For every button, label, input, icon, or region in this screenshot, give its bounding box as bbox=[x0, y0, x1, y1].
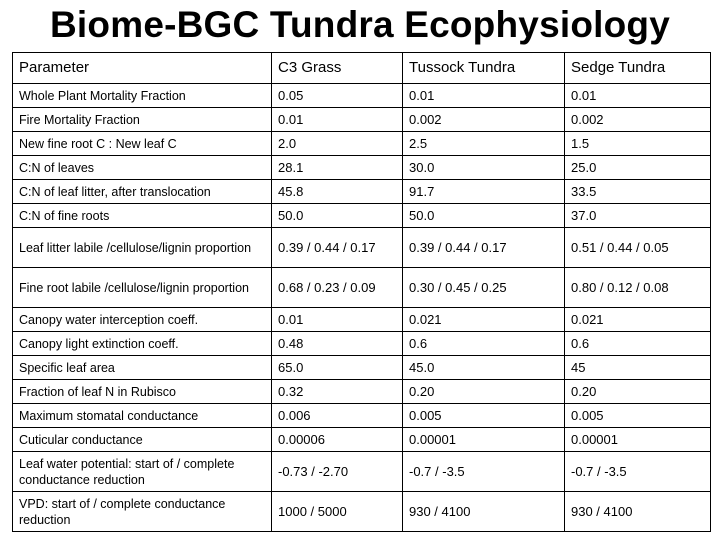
c3-grass-cell: 28.1 bbox=[272, 156, 403, 180]
sedge-tundra-cell: 0.80 / 0.12 / 0.08 bbox=[565, 268, 711, 308]
sedge-tundra-cell: 0.002 bbox=[565, 108, 711, 132]
header-sedge-tundra: Sedge Tundra bbox=[565, 53, 711, 84]
parameter-cell: Canopy water interception coeff. bbox=[13, 308, 272, 332]
parameter-cell: C:N of leaf litter, after translocation bbox=[13, 180, 272, 204]
table-row bbox=[13, 356, 711, 380]
table-row bbox=[13, 204, 711, 228]
tussock-tundra-cell: -0.7 / -3.5 bbox=[403, 452, 565, 492]
tussock-tundra-cell: 0.30 / 0.45 / 0.25 bbox=[403, 268, 565, 308]
tussock-tundra-cell: 0.002 bbox=[403, 108, 565, 132]
parameter-cell: C:N of fine roots bbox=[13, 204, 272, 228]
table-row bbox=[13, 428, 711, 452]
parameter-cell: C:N of leaves bbox=[13, 156, 272, 180]
parameter-cell: Fine root labile /cellulose/lignin proportion bbox=[13, 268, 272, 308]
parameter-cell: Fraction of leaf N in Rubisco bbox=[13, 380, 272, 404]
c3-grass-cell: 0.01 bbox=[272, 308, 403, 332]
ecophysiology-table bbox=[12, 52, 711, 532]
sedge-tundra-cell: 37.0 bbox=[565, 204, 711, 228]
table-header-row bbox=[13, 53, 711, 84]
c3-grass-cell: 0.68 / 0.23 / 0.09 bbox=[272, 268, 403, 308]
sedge-tundra-cell: 25.0 bbox=[565, 156, 711, 180]
sedge-tundra-cell: 0.51 / 0.44 / 0.05 bbox=[565, 228, 711, 268]
table-row bbox=[13, 404, 711, 428]
tussock-tundra-cell: 0.021 bbox=[403, 308, 565, 332]
sedge-tundra-cell: 0.6 bbox=[565, 332, 711, 356]
parameter-cell: Fire Mortality Fraction bbox=[13, 108, 272, 132]
parameter-cell: Cuticular conductance bbox=[13, 428, 272, 452]
parameter-cell: New fine root C : New leaf C bbox=[13, 132, 272, 156]
c3-grass-cell: 65.0 bbox=[272, 356, 403, 380]
c3-grass-cell: 0.32 bbox=[272, 380, 403, 404]
table-row bbox=[13, 228, 711, 268]
tussock-tundra-cell: 0.39 / 0.44 / 0.17 bbox=[403, 228, 565, 268]
tussock-tundra-cell: 50.0 bbox=[403, 204, 565, 228]
tussock-tundra-cell: 0.005 bbox=[403, 404, 565, 428]
tussock-tundra-cell: 30.0 bbox=[403, 156, 565, 180]
c3-grass-cell: 0.00006 bbox=[272, 428, 403, 452]
c3-grass-cell: 0.48 bbox=[272, 332, 403, 356]
sedge-tundra-cell: 0.005 bbox=[565, 404, 711, 428]
header-c3-grass: C3 Grass bbox=[272, 53, 403, 84]
parameter-cell: Leaf water potential: start of / complete conductance reduction bbox=[13, 452, 272, 492]
tussock-tundra-cell: 0.00001 bbox=[403, 428, 565, 452]
c3-grass-cell: 1000 / 5000 bbox=[272, 492, 403, 532]
table-row bbox=[13, 108, 711, 132]
table-row bbox=[13, 180, 711, 204]
c3-grass-cell: -0.73 / -2.70 bbox=[272, 452, 403, 492]
sedge-tundra-cell: 0.021 bbox=[565, 308, 711, 332]
tussock-tundra-cell: 2.5 bbox=[403, 132, 565, 156]
sedge-tundra-cell: 0.00001 bbox=[565, 428, 711, 452]
table-row bbox=[13, 308, 711, 332]
c3-grass-cell: 0.05 bbox=[272, 84, 403, 108]
c3-grass-cell: 45.8 bbox=[272, 180, 403, 204]
sedge-tundra-cell: 0.01 bbox=[565, 84, 711, 108]
c3-grass-cell: 0.006 bbox=[272, 404, 403, 428]
tussock-tundra-cell: 0.20 bbox=[403, 380, 565, 404]
tussock-tundra-cell: 91.7 bbox=[403, 180, 565, 204]
parameter-cell: Whole Plant Mortality Fraction bbox=[13, 84, 272, 108]
tussock-tundra-cell: 45.0 bbox=[403, 356, 565, 380]
c3-grass-cell: 0.39 / 0.44 / 0.17 bbox=[272, 228, 403, 268]
parameter-cell: VPD: start of / complete conductance reduction bbox=[13, 492, 272, 532]
parameter-cell: Specific leaf area bbox=[13, 356, 272, 380]
c3-grass-cell: 50.0 bbox=[272, 204, 403, 228]
tussock-tundra-cell: 930 / 4100 bbox=[403, 492, 565, 532]
parameter-cell: Canopy light extinction coeff. bbox=[13, 332, 272, 356]
table-row bbox=[13, 332, 711, 356]
table-row bbox=[13, 268, 711, 308]
sedge-tundra-cell: 33.5 bbox=[565, 180, 711, 204]
table-row bbox=[13, 84, 711, 108]
tussock-tundra-cell: 0.6 bbox=[403, 332, 565, 356]
c3-grass-cell: 2.0 bbox=[272, 132, 403, 156]
sedge-tundra-cell: 1.5 bbox=[565, 132, 711, 156]
table-row bbox=[13, 452, 711, 492]
table-row bbox=[13, 156, 711, 180]
sedge-tundra-cell: 930 / 4100 bbox=[565, 492, 711, 532]
header-parameter: Parameter bbox=[13, 53, 272, 84]
tussock-tundra-cell: 0.01 bbox=[403, 84, 565, 108]
table-row bbox=[13, 492, 711, 532]
parameter-cell: Leaf litter labile /cellulose/lignin proportion bbox=[13, 228, 272, 268]
table-row bbox=[13, 380, 711, 404]
page-title: Biome-BGC Tundra Ecophysiology bbox=[50, 4, 670, 45]
header-tussock-tundra: Tussock Tundra bbox=[403, 53, 565, 84]
table-row bbox=[13, 132, 711, 156]
c3-grass-cell: 0.01 bbox=[272, 108, 403, 132]
parameter-cell: Maximum stomatal conductance bbox=[13, 404, 272, 428]
sedge-tundra-cell: 0.20 bbox=[565, 380, 711, 404]
sedge-tundra-cell: -0.7 / -3.5 bbox=[565, 452, 711, 492]
sedge-tundra-cell: 45 bbox=[565, 356, 711, 380]
